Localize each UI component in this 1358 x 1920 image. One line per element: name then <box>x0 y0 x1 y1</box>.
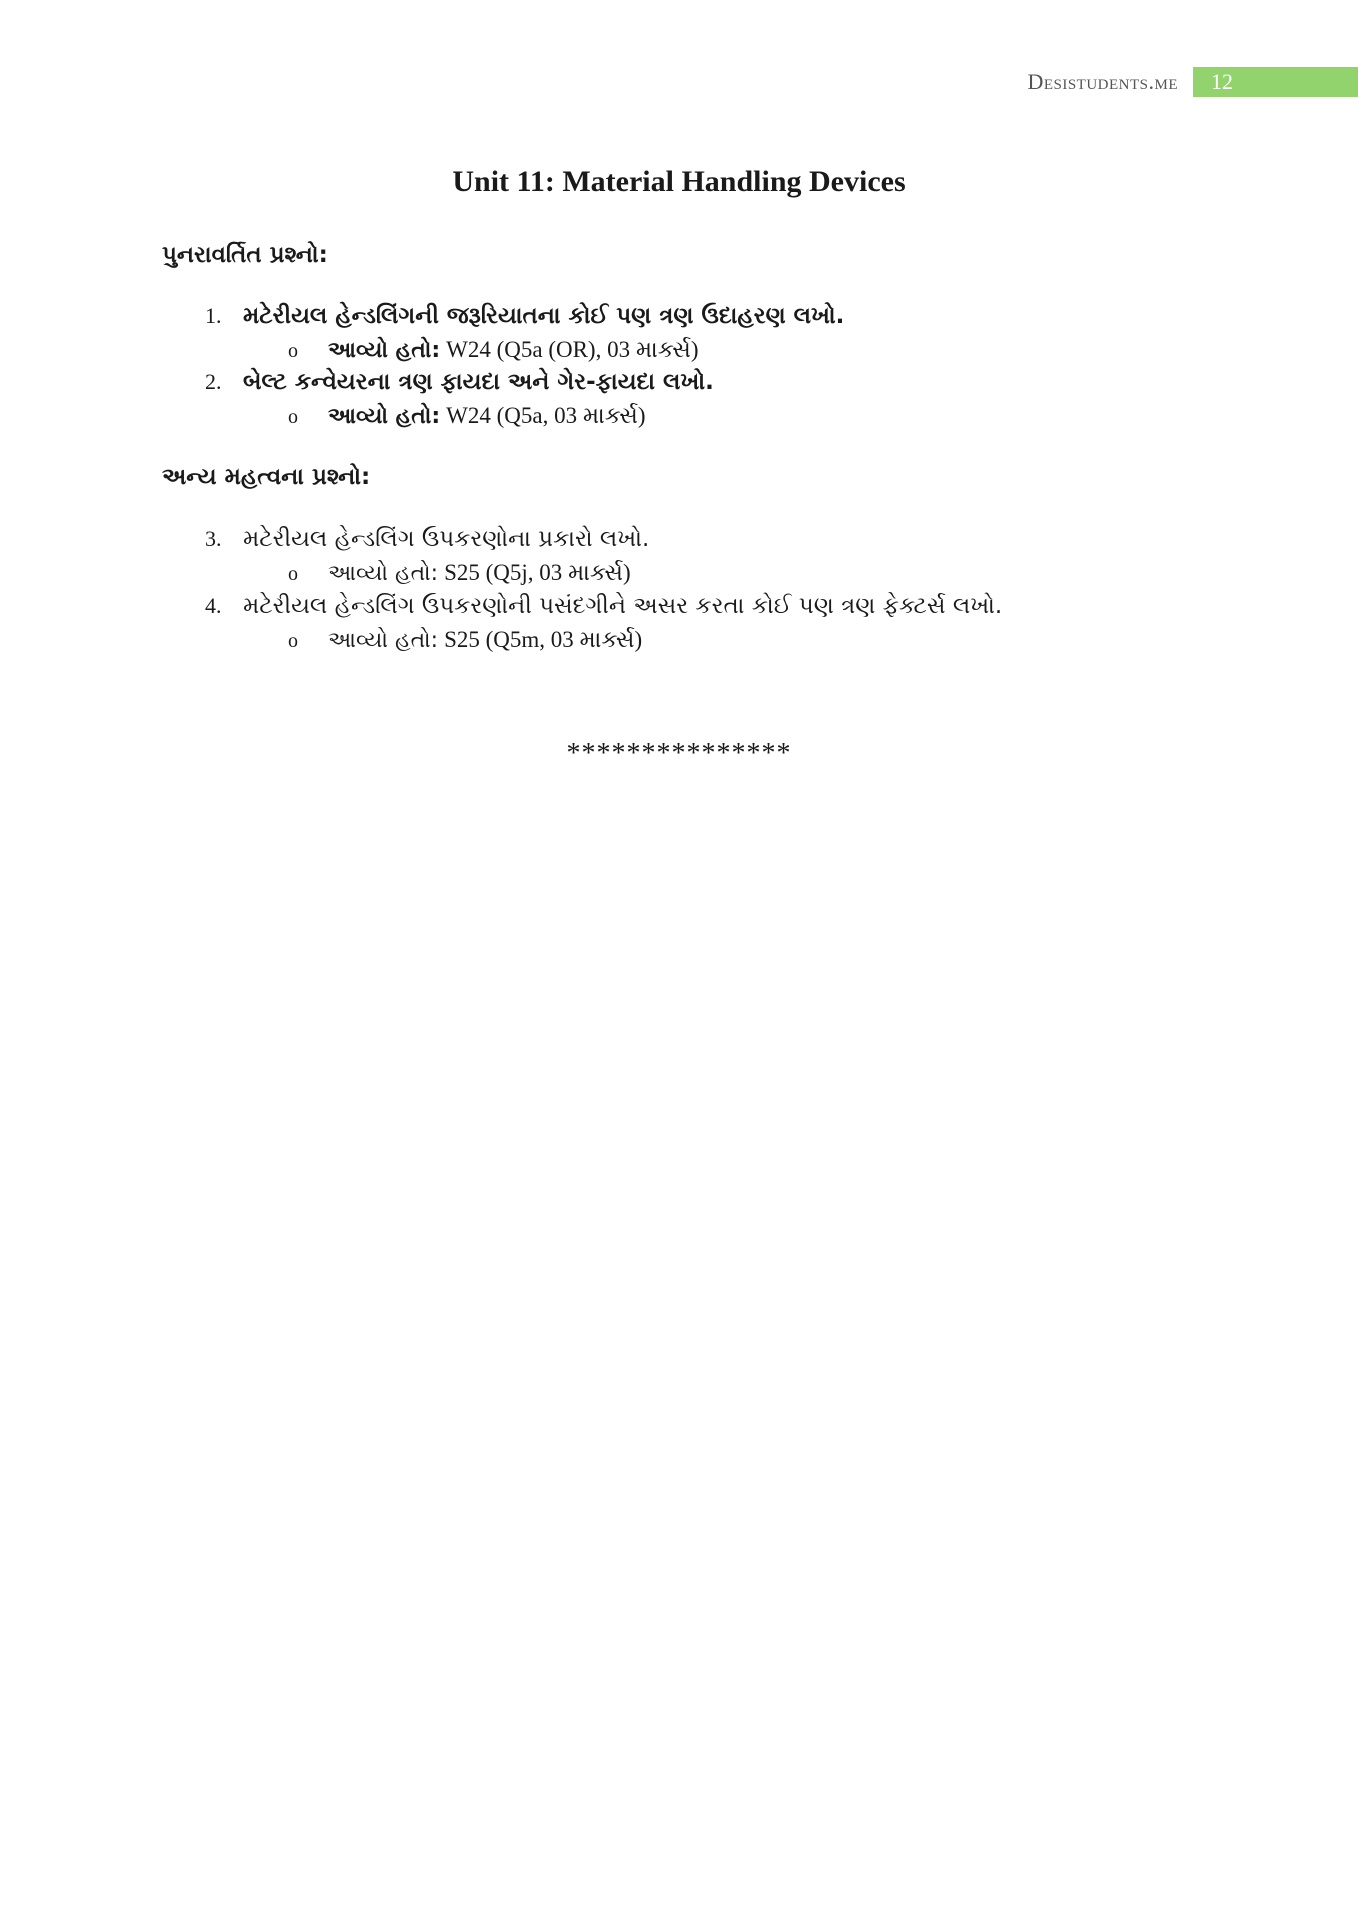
asked-label: આવ્યો હતો: <box>328 628 439 653</box>
page-header <box>1027 67 1358 97</box>
question-number: 4. <box>205 593 222 618</box>
asked-label: આવ્યો હતો: <box>328 338 441 363</box>
question-item <box>205 369 714 395</box>
asked-label: આવ્યો હતો: <box>328 561 439 586</box>
repeated-questions-heading: પુનરાવર્તિત પ્રશ્નો: <box>162 242 328 268</box>
question-item <box>205 303 844 329</box>
asked-value: S25 (Q5j, 03 માર્ક્સ) <box>444 560 631 585</box>
other-questions-heading: અન્ય મહત્વના પ્રશ્નો: <box>162 464 371 490</box>
bullet-icon: o <box>288 406 298 428</box>
question-number: 1. <box>205 303 222 328</box>
end-marker: *************** <box>566 738 792 769</box>
asked-value: S25 (Q5m, 03 માર્ક્સ) <box>444 627 643 652</box>
asked-info <box>288 627 642 653</box>
question-text: બેલ્ટ કન્વેયરના ત્રણ ફાયદા અને ગેર-ફાયદા લખો. <box>243 369 714 395</box>
page-title: Unit 11: Material Handling Devices <box>452 165 906 198</box>
question-text: મટેરીયલ હેન્ડલિંગ ઉપકરણોના પ્રકારો લખો. <box>243 526 650 552</box>
question-text: મટેરીયલ હેન્ડલિંગ ઉપકરણોની પસંદગીને અસર કરતા કોઈ પણ ત્રણ ફેક્ટર્સ લખો. <box>243 593 1003 619</box>
asked-info <box>288 337 699 363</box>
asked-info <box>288 403 645 429</box>
asked-info <box>288 560 631 586</box>
asked-label: આવ્યો હતો: <box>328 404 441 429</box>
bullet-icon: o <box>288 630 298 652</box>
question-number: 2. <box>205 369 222 394</box>
question-number: 3. <box>205 526 222 551</box>
asked-value: W24 (Q5a (OR), 03 માર્ક્સ) <box>446 337 699 362</box>
bullet-icon: o <box>288 340 298 362</box>
question-item <box>205 526 649 552</box>
bullet-icon: o <box>288 563 298 585</box>
page-number-badge: 12 <box>1193 67 1358 97</box>
asked-value: W24 (Q5a, 03 માર્ક્સ) <box>446 403 646 428</box>
question-text: મટેરીયલ હેન્ડલિંગની જરૂરિયાતના કોઈ પણ ત્રણ ઉદાહરણ લખો. <box>243 303 845 329</box>
question-item <box>205 593 1002 619</box>
site-name: Desistudents.me <box>1027 69 1178 94</box>
